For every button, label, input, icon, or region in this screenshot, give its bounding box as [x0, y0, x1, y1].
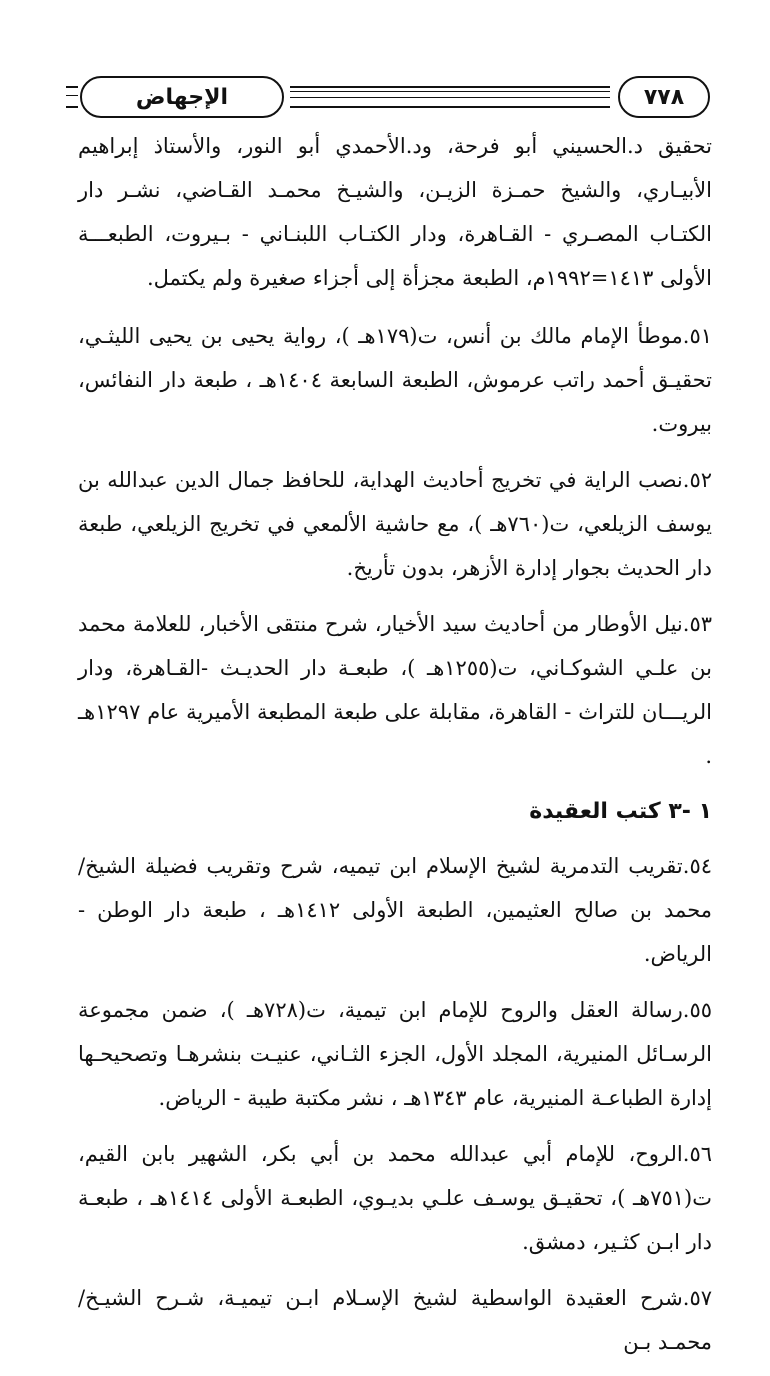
entry-text: شرح العقيدة الواسطية لشيخ الإسـلام ابـن تيميـة، شـرح الشيـخ/ محمـد بـن: [78, 1286, 712, 1354]
bibliography-entry: ٥٦.الروح، للإمام أبي عبدالله محمد بن أبي بكر، الشهير بابن القيم، ت(٧٥١هـ )، تحقيـق يوسـف علـي بديـوي، الطبعـة الأولى ١٤١٤هـ ، طبعـة دار ابـن كثـير، دمشق.: [78, 1142, 712, 1254]
entry-text: تقريب التدمرية لشيخ الإسلام ابن تيميه، شرح وتقريب فضيلة الشيخ/ محمد بن صالح العثيمين، الطبعة الأولى ١٤١٢هـ ، طبعة دار الوطن - الرياض.: [78, 854, 713, 966]
entry-text: الروح، للإمام أبي عبدالله محمد بن أبي بكر، الشهير بابن القيم، ت(٧٥١هـ )، تحقيـق يوسـف علـي بديـوي، الطبعـة الأولى ١٤١٤هـ ، طبعـة دار ابـن كثـير، دمشق.: [78, 1142, 712, 1254]
entry-number: ٥٧: [689, 1286, 712, 1310]
bibliography-entry: ٥٧.شرح العقيدة الواسطية لشيخ الإسـلام ابـن تيميـة، شـرح الشيـخ/ محمـد بـن: [78, 1286, 712, 1354]
section-heading: ١ -٣ كتب العقيدة: [529, 799, 712, 824]
page-number-box: [618, 76, 710, 118]
bibliography-entry: ٥٤.تقريب التدمرية لشيخ الإسلام ابن تيميه، شرح وتقريب فضيلة الشيخ/ محمد بن صالح العثيمين، الطبعة الأولى ١٤١٢هـ ، طبعة دار الوطن - الرياض.: [78, 854, 713, 966]
entry-text: نصب الراية في تخريج أحاديث الهداية، للحافظ جمال الدين عبدالله بن يوسف الزيلعي، ت(٧٦٠هـ )، مع حاشية الألمعي في تخريج الزيلعي، طبعة دار الحديث بجوار إدارة الأزهر، بدون تأريخ.: [78, 468, 712, 580]
entry-text: رسالة العقل والروح للإمام ابن تيمية، ت(٧٢٨هـ )، ضمن مجموعة الرسـائل المنيرية، المجلد الأول، الجزء الثـاني، عنيـت بنشرهـا وتصحيحـها إدارة الطباعـة المنيرية، عام ١٣٤٣هـ ، نشر مكتبة طيبة - الرياض.: [78, 998, 712, 1110]
header-rule-end-mark: [66, 86, 78, 108]
entry-number: ٥٥: [689, 998, 712, 1022]
page-number: ٧٧٨: [643, 84, 685, 110]
entry-number: ٥٣: [689, 612, 712, 636]
bibliography-entry: ٥١.موطأ الإمام مالك بن أنس، ت(١٧٩هـ )، رواية يحيى بن يحيى الليثـي، تحقيـق أحمد راتب عرموش، الطبعة السابعة ١٤٠٤هـ ، طبعة دار النفائس، بيروت.: [78, 324, 713, 436]
entry-text: موطأ الإمام مالك بن أنس، ت(١٧٩هـ )، رواية يحيى بن يحيى الليثـي، تحقيـق أحمد راتب عرموش، الطبعة السابعة ١٤٠٤هـ ، طبعة دار النفائس، بيروت.: [78, 324, 712, 436]
bibliography-entry: ٥٢.نصب الراية في تخريج أحاديث الهداية، للحافظ جمال الدين عبدالله بن يوسف الزيلعي، ت(٧٦٠هـ )، مع حاشية الألمعي في تخريج الزيلعي، طبعة دار الحديث بجوار إدارة الأزهر، بدون تأريخ.: [78, 468, 712, 580]
page-header: [60, 72, 710, 122]
bibliography-entry: ٥٥.رسالة العقل والروح للإمام ابن تيمية، ت(٧٢٨هـ )، ضمن مجموعة الرسـائل المنيرية، المجلد الأول، الجزء الثـاني، عنيـت بنشرهـا وتصحيحـها إدارة الطباعـة المنيرية، عام ١٣٤٣هـ ، نشر مكتبة طيبة - الرياض.: [78, 998, 712, 1110]
entry-text: نيل الأوطار من أحاديث سيد الأخيار، شرح منتقى الأخبار، للعلامة محمد بن علـي الشوكـاني، ت(١٢٥٥هـ )، طبعـة دار الحديـث -القـاهرة، ودار الريـــان للتراث - القاهرة، مقابلة على طبعة المطبعة الأميرية عام ١٢٩٧هـ .: [78, 612, 712, 768]
continuation-paragraph: تحقيق د.الحسيني أبو فرحة، ود.الأحمدي أبو النور، والأستاذ إبراهيم الأبيـاري، والشيخ حمـزة الزيـن، والشيـخ محمـد القـاضي، نشـر دار الكتـاب المصـري - القـاهرة، ودار الكتـاب اللبنـاني - بـيروت، الطبعـــة الأولى ١٤١٣=١٩٩٢م، الطبعة مجزأة إلى أجزاء صغيرة ولم يكتمل.: [78, 134, 712, 290]
running-title: الإجهاض: [135, 84, 229, 110]
header-decorative-rules: [290, 86, 610, 108]
entry-number: ٥٢: [689, 468, 712, 492]
entry-number: ٥٤: [689, 854, 712, 878]
running-title-box: [80, 76, 284, 118]
entry-number: ٥٦: [689, 1142, 712, 1166]
entry-number: ٥١: [689, 324, 713, 348]
bibliography-entry: ٥٣.نيل الأوطار من أحاديث سيد الأخيار، شرح منتقى الأخبار، للعلامة محمد بن علـي الشوكـاني، ت(١٢٥٥هـ )، طبعـة دار الحديـث -القـاهرة، ودار الريـــان للتراث - القاهرة، مقابلة على طبعة المطبعة الأميرية عام ١٢٩٧هـ .: [78, 612, 712, 768]
page-body: [78, 124, 712, 1376]
